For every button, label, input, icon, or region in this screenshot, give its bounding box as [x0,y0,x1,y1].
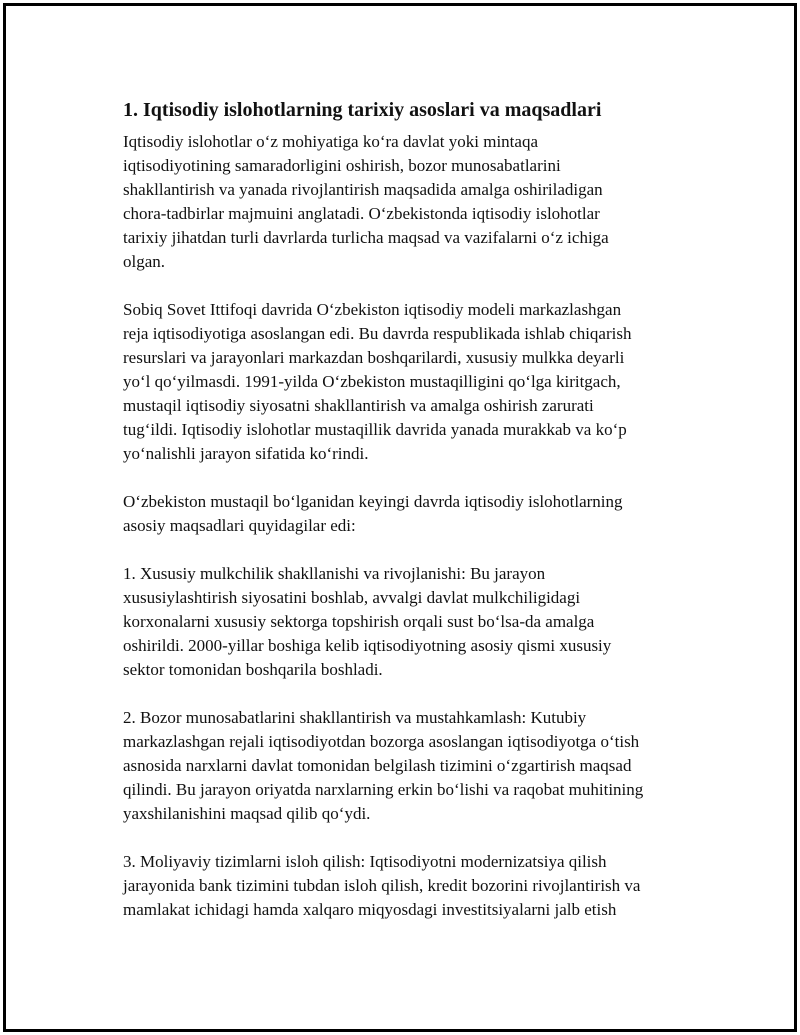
text-line: Iqtisodiy islohotlar o‘z mohiyatiga ko‘ra davlat yoki mintaqa [123,132,538,151]
text-line: 1. Xususiy mulkchilik shakllanishi va rivojlanishi: Bu jarayon [123,564,546,583]
section-heading: 1. Iqtisodiy islohotlarning tarixiy asoslari va maqsadlari [123,99,602,121]
paragraph [123,298,703,466]
text-line: shakllantirish va yanada rivojlantirish maqsadida amalga oshiriladigan [123,180,603,199]
paragraph [123,130,703,274]
text-line: sektor tomonidan boshqarila boshladi. [123,660,383,679]
text-line: yo‘nalishli jarayon sifatida ko‘rindi. [123,444,369,463]
text-line: resurslari va jarayonlari markazdan boshqarilardi, xususiy mulkka deyarli [123,348,625,367]
text-line: markazlashgan rejali iqtisodiyotdan bozorga asoslangan iqtisodiyotga o‘tish [123,732,640,751]
text-line: yo‘l qo‘yilmasdi. 1991-yilda O‘zbekiston mustaqilligini qo‘lga kiritgach, [123,372,621,391]
text-line: Sobiq Sovet Ittifoqi davrida O‘zbekiston iqtisodiy modeli markazlashgan [123,300,622,319]
text-line: 3. Moliyaviy tizimlarni isloh qilish: Iqtisodiyotni modernizatsiya qilish [123,852,607,871]
document-body [123,96,703,946]
paragraph [123,490,703,538]
text-line: reja iqtisodiyotiga asoslangan edi. Bu davrda respublikada ishlab chiqarish [123,324,632,343]
paragraph [123,706,703,826]
page-frame [3,3,797,1032]
paragraph-list [123,130,703,922]
text-line: yaxshilanishini maqsad qilib qo‘ydi. [123,804,371,823]
text-line: tarixiy jihatdan turli davrlarda turlicha maqsad va vazifalarni o‘z ichiga [123,228,609,247]
text-line: iqtisodiyotining samaradorligini oshirish, bozor munosabatlarini [123,156,561,175]
text-line: tug‘ildi. Iqtisodiy islohotlar mustaqillik davrida yanada murakkab va ko‘p [123,420,627,439]
paragraph [123,850,703,922]
text-line: oshirildi. 2000-yillar boshiga kelib iqtisodiyotning asosiy qismi xususiy [123,636,612,655]
text-line: qilindi. Bu jarayon oriyatda narxlarning erkin bo‘lishi va raqobat muhitining [123,780,644,799]
text-line: mamlakat ichidagi hamda xalqaro miqyosdagi investitsiyalarni jalb etish [123,900,617,919]
paragraph [123,562,703,682]
text-line: korxonalarni xususiy sektorga topshirish orqali sust bo‘lsa-da amalga [123,612,595,631]
text-line: 2. Bozor munosabatlarini shakllantirish va mustahkamlash: Kutubiy [123,708,587,727]
text-line: olgan. [123,252,166,271]
text-line: mustaqil iqtisodiy siyosatni shakllantirish va amalga oshirish zarurati [123,396,594,415]
text-line: chora-tadbirlar majmuini anglatadi. O‘zbekistonda iqtisodiy islohotlar [123,204,600,223]
text-line: O‘zbekiston mustaqil bo‘lganidan keyingi davrda iqtisodiy islohotlarning [123,492,623,511]
text-line: asnosida narxlarni davlat tomonidan belgilash tizimini o‘zgartirish maqsad [123,756,632,775]
text-line: asosiy maqsadlari quyidagilar edi: [123,516,356,535]
text-line: jarayonida bank tizimini tubdan isloh qilish, kredit bozorini rivojlantirish va [123,876,641,895]
text-line: xususiylashtirish siyosatini boshlab, avvalgi davlat mulkchiligidagi [123,588,581,607]
